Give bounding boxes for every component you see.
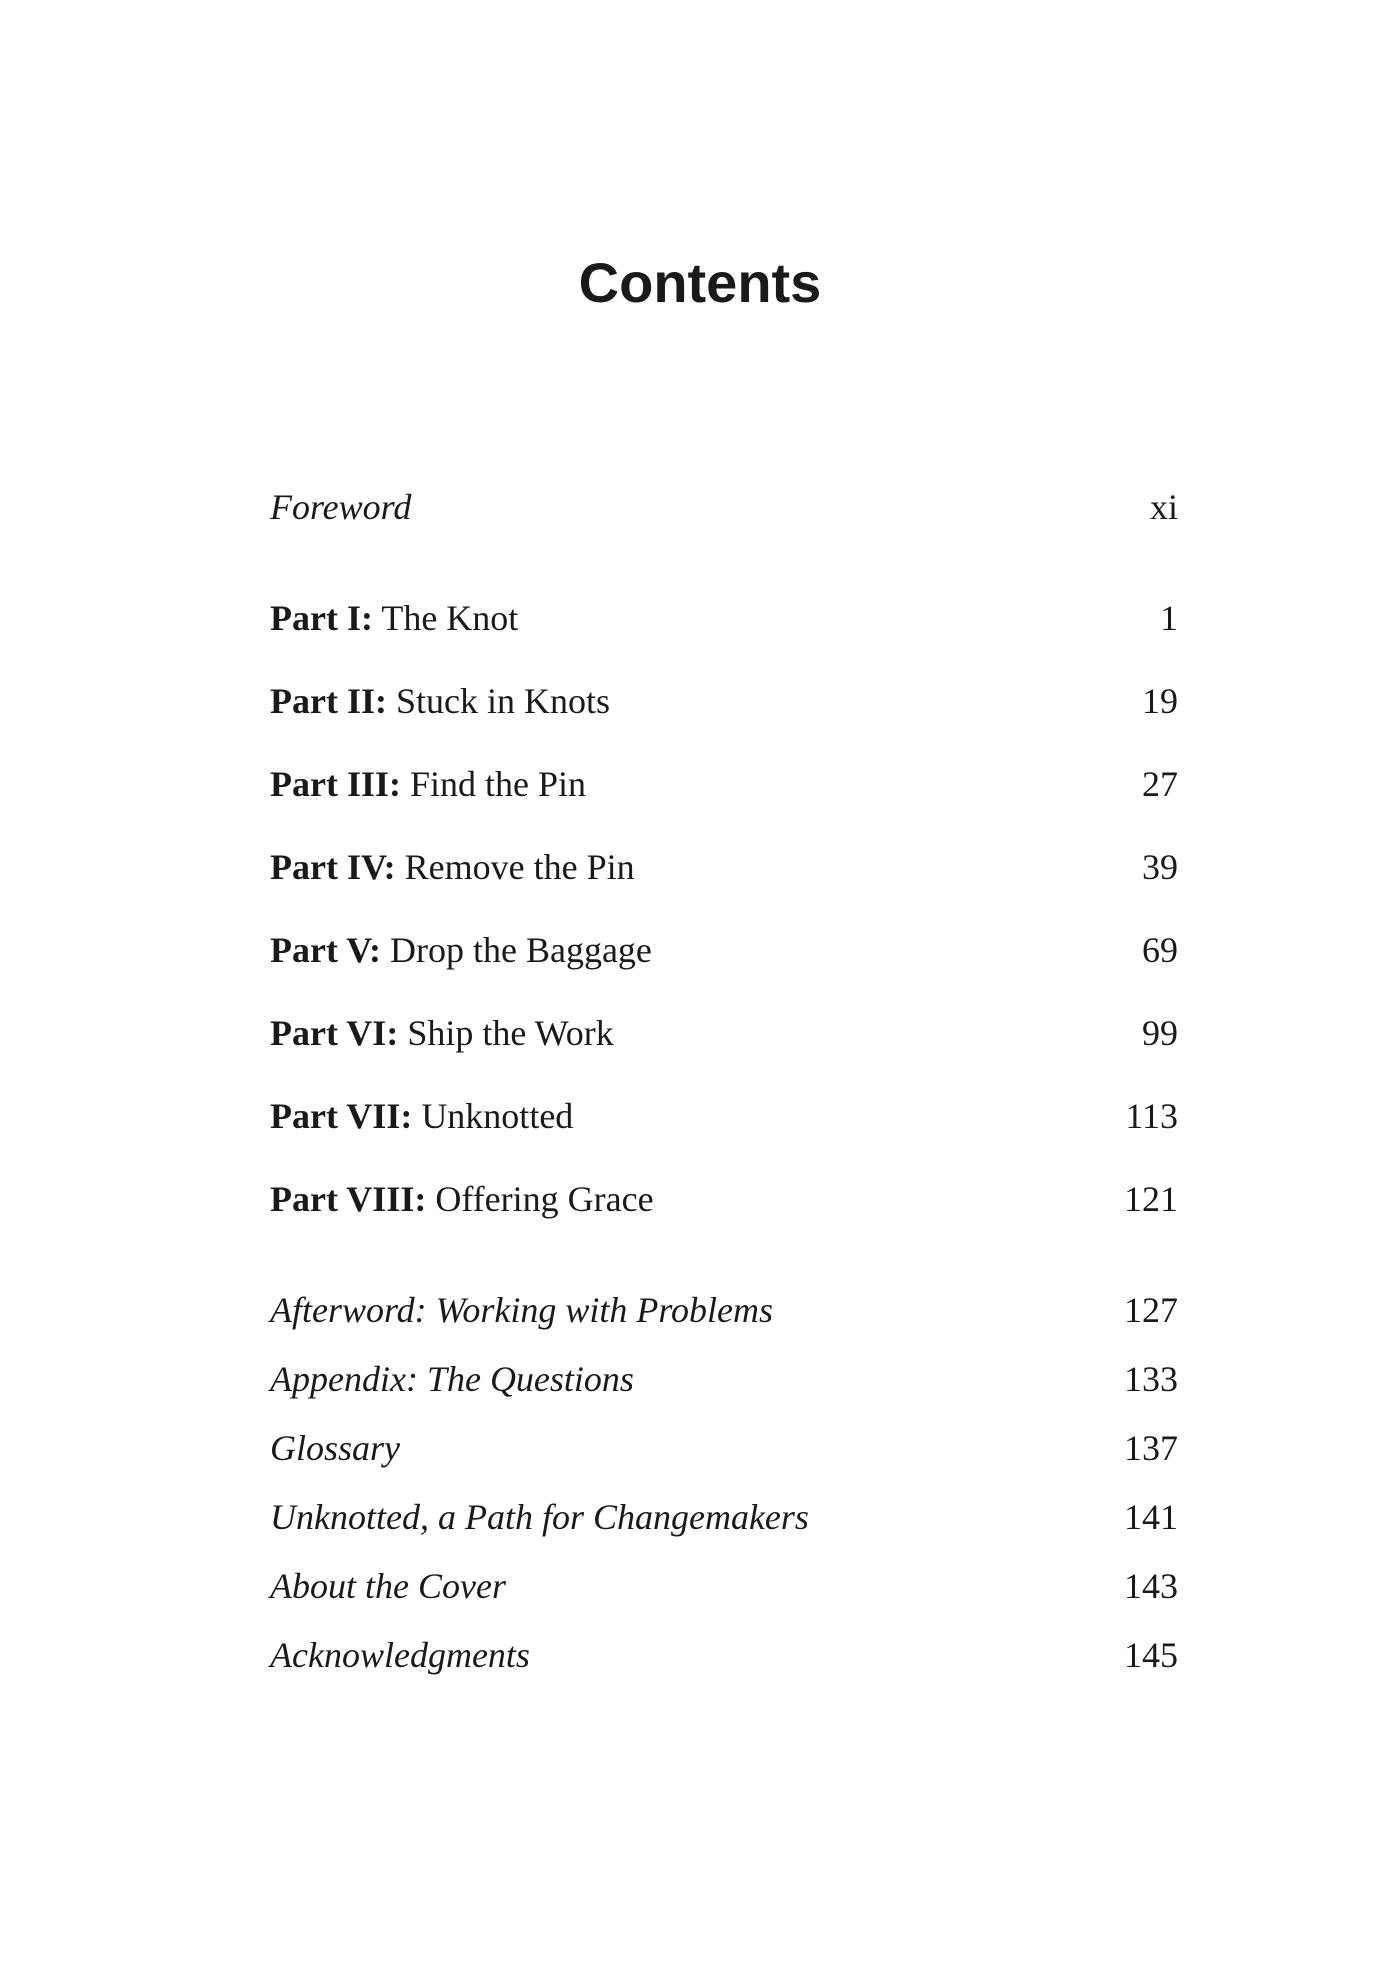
- toc-entry-part-3[interactable]: [270, 759, 1178, 809]
- toc-page-number: 137: [1124, 1428, 1178, 1468]
- toc-entry-title: Glossary: [270, 1428, 401, 1468]
- toc-entry-title: Acknowledgments: [270, 1635, 530, 1675]
- toc-page-number: 27: [1142, 764, 1178, 804]
- part-label: Part VI:: [270, 1013, 399, 1053]
- toc-entry-title: [270, 676, 610, 726]
- toc-entry-part-2[interactable]: [270, 676, 1178, 726]
- toc-page-number: 69: [1142, 930, 1178, 970]
- table-of-contents: [270, 0, 1178, 1962]
- toc-page-number: 39: [1142, 847, 1178, 887]
- toc-entry-foreword[interactable]: [270, 482, 1178, 532]
- toc-page-number: 145: [1124, 1635, 1178, 1675]
- toc-entry-title: Appendix: The Questions: [270, 1359, 634, 1399]
- part-title: Offering Grace: [435, 1179, 654, 1219]
- toc-entry-part-8[interactable]: [270, 1174, 1178, 1224]
- toc-entry-unknotted-path[interactable]: [270, 1492, 1178, 1542]
- toc-entry-title: Unknotted, a Path for Changemakers: [270, 1497, 809, 1537]
- toc-entry-title: Foreword: [270, 487, 412, 527]
- toc-page-number: 127: [1124, 1290, 1178, 1330]
- toc-entry-part-6[interactable]: [270, 1008, 1178, 1058]
- toc-page-number: 1: [1160, 598, 1178, 638]
- toc-entry-about-cover[interactable]: [270, 1561, 1178, 1611]
- toc-entry-title: About the Cover: [270, 1566, 506, 1606]
- toc-entry-title: [270, 593, 518, 643]
- toc-entry-title: [270, 842, 635, 892]
- toc-entry-part-5[interactable]: [270, 925, 1178, 975]
- part-label: Part IV:: [270, 847, 396, 887]
- part-label: Part II:: [270, 681, 387, 721]
- toc-entry-title: [270, 925, 652, 975]
- toc-entry-glossary[interactable]: [270, 1423, 1178, 1473]
- toc-page-number: 19: [1142, 681, 1178, 721]
- toc-page-number: 141: [1124, 1497, 1178, 1537]
- part-title: The Knot: [381, 598, 519, 638]
- page-title: Contents: [578, 251, 822, 314]
- toc-entry-title: [270, 1174, 654, 1224]
- part-label: Part III:: [270, 764, 401, 804]
- part-title: Remove the Pin: [404, 847, 635, 887]
- part-label: Part VIII:: [270, 1179, 427, 1219]
- part-label: Part V:: [270, 930, 381, 970]
- toc-entry-appendix[interactable]: [270, 1354, 1178, 1404]
- part-label: Part VII:: [270, 1096, 413, 1136]
- toc-page-number: 133: [1124, 1359, 1178, 1399]
- toc-page-number: 121: [1124, 1179, 1178, 1219]
- toc-entry-part-7[interactable]: [270, 1091, 1178, 1141]
- part-title: Find the Pin: [409, 764, 587, 804]
- toc-page-number: 143: [1124, 1566, 1178, 1606]
- toc-entry-acknowledgments[interactable]: [270, 1630, 1178, 1680]
- toc-entry-title: [270, 1008, 614, 1058]
- toc-entry-title: Afterword: Working with Problems: [270, 1290, 773, 1330]
- toc-entry-part-4[interactable]: [270, 842, 1178, 892]
- toc-page-number: 99: [1142, 1013, 1178, 1053]
- toc-page-number: xi: [1149, 487, 1178, 527]
- toc-entry-title: [270, 1091, 573, 1141]
- toc-entry-title: [270, 759, 586, 809]
- part-label: Part I:: [270, 598, 373, 638]
- part-title: Unknotted: [421, 1096, 574, 1136]
- part-title: Stuck in Knots: [395, 681, 610, 721]
- part-title: Drop the Baggage: [390, 930, 652, 970]
- toc-entry-afterword[interactable]: [270, 1285, 1178, 1335]
- toc-entry-part-1[interactable]: [270, 593, 1178, 643]
- part-title: Ship the Work: [407, 1013, 614, 1053]
- toc-page-number: 113: [1125, 1096, 1178, 1136]
